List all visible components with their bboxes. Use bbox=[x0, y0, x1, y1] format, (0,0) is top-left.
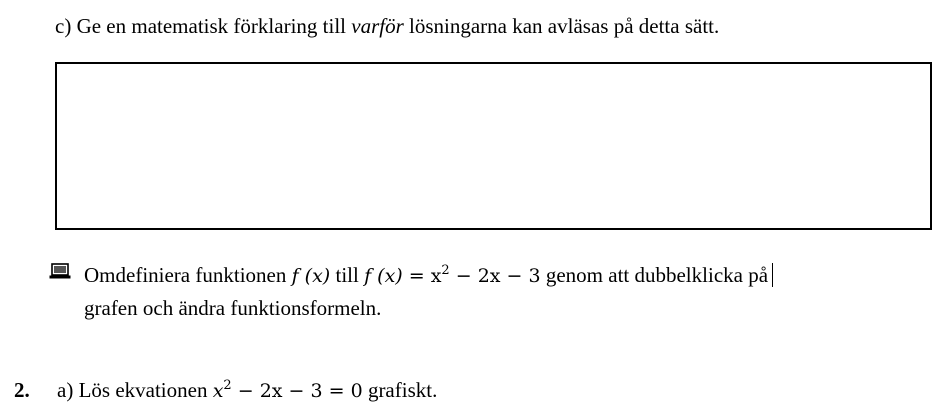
function-new bbox=[364, 265, 541, 287]
problem-2a-prefix: a) Lös ekvationen bbox=[57, 378, 213, 402]
instruction-line-1 bbox=[84, 263, 773, 288]
equation-base: x bbox=[212, 380, 224, 402]
function-old: f (x) bbox=[291, 265, 331, 287]
instruction-text-after: genom att dubbelklicka på bbox=[540, 263, 769, 287]
equation-tail: − 2x − 3 = 0 bbox=[231, 380, 363, 402]
function-new-tail: − 2x − 3 bbox=[449, 265, 541, 287]
question-c-text bbox=[55, 14, 719, 38]
function-new-exponent: 2 bbox=[441, 263, 450, 278]
answer-box[interactable] bbox=[55, 62, 932, 230]
laptop-icon bbox=[49, 263, 71, 279]
function-new-lhs: f (x) bbox=[364, 265, 403, 287]
instruction-text-before: Omdefiniera funktionen bbox=[84, 263, 292, 287]
problem-number: 2. bbox=[14, 378, 30, 402]
problem-2a-suffix: grafiskt. bbox=[362, 378, 438, 402]
equation-exponent: 2 bbox=[223, 378, 232, 393]
question-c-prefix: c) Ge en matematisk förklaring till bbox=[55, 14, 352, 38]
text-cursor bbox=[772, 263, 773, 287]
question-c-emphasis: varför bbox=[351, 14, 404, 38]
instruction-line-2: grafen och ändra funktionsformeln. bbox=[84, 296, 382, 320]
function-new-rhs: = x bbox=[402, 265, 442, 287]
problem-2a-text bbox=[57, 378, 437, 403]
question-c-suffix: lösningarna kan avläsas på detta sätt. bbox=[403, 14, 720, 38]
instruction-text-mid: till bbox=[330, 263, 365, 287]
equation bbox=[213, 380, 363, 402]
